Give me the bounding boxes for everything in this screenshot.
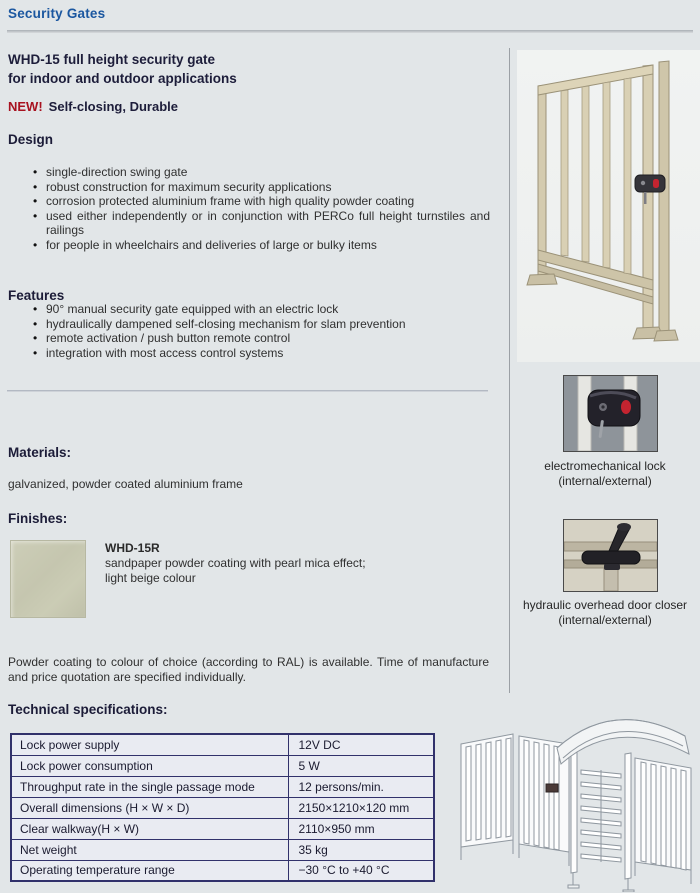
product-title-line1: WHD-15 full height security gate [8, 52, 216, 67]
spec-label: Operating temperature range [11, 860, 288, 881]
turnstile-illustration [453, 692, 700, 892]
materials-text: galvanized, powder coated aluminium frame [8, 477, 243, 491]
spec-label: Overall dimensions (H × W × D) [11, 797, 288, 818]
features-list [8, 302, 490, 360]
lock-caption-line2: (internal/external) [558, 474, 652, 488]
door-closer-caption-line2: (internal/external) [558, 613, 652, 627]
table-row [11, 818, 434, 839]
finish-description-line1: sandpaper powder coating with pearl mica effect; [105, 556, 366, 570]
section-divider [7, 390, 488, 392]
lock-caption [510, 459, 700, 489]
design-item: • for people in wheelchairs and deliveries of large or bulky items [8, 238, 490, 253]
spec-value: 12V DC [288, 734, 434, 755]
design-item: • used either independently or in conjunction with PERCo full height turnstiles and railings [8, 209, 490, 238]
product-title-line2: for indoor and outdoor applications [8, 71, 237, 86]
spec-label: Lock power consumption [11, 755, 288, 776]
door-closer-product-photo [563, 519, 658, 592]
specs-table [10, 733, 435, 882]
lock-product-photo [563, 375, 658, 452]
door-closer-photo-illustration [564, 520, 657, 591]
feature-item: • remote activation / push button remote control [8, 331, 490, 346]
spec-label: Throughput rate in the single passage mode [11, 776, 288, 797]
table-row [11, 734, 434, 755]
spec-value: 2110×950 mm [288, 818, 434, 839]
spec-value: 5 W [288, 755, 434, 776]
breadcrumb-category-title[interactable]: Security Gates [8, 6, 106, 21]
design-item: • single-direction swing gate [8, 165, 490, 180]
product-title [8, 50, 478, 88]
design-list [8, 165, 490, 252]
header-divider [7, 30, 693, 33]
door-closer-caption-line1: hydraulic overhead door closer [522, 598, 688, 612]
design-item: • robust construction for maximum security applications [8, 180, 490, 195]
finish-swatch-image [10, 540, 86, 618]
spec-value: 12 persons/min. [288, 776, 434, 797]
spec-value: −30 °C to +40 °C [288, 860, 434, 881]
finish-model-name: WHD-15R [105, 541, 160, 555]
powder-coating-note: Powder coating to colour of choice (according to RAL) is available. Time of manufacture and price quotation are specified individually. [8, 655, 489, 684]
product-subtitle [8, 99, 178, 114]
table-row [11, 839, 434, 860]
table-row [11, 797, 434, 818]
table-row [11, 776, 434, 797]
spec-value: 2150×1210×120 mm [288, 797, 434, 818]
table-row [11, 860, 434, 881]
finishes-section-heading: Finishes: [8, 511, 68, 526]
gate-product-photo [517, 50, 700, 362]
gate-photo-illustration [517, 50, 700, 362]
door-closer-caption [510, 598, 700, 628]
spec-value: 35 kg [288, 839, 434, 860]
spec-label: Clear walkway(H × W) [11, 818, 288, 839]
design-section-heading: Design [8, 132, 54, 147]
finish-description-line2: light beige colour [105, 571, 196, 585]
new-badge: NEW! [8, 99, 43, 114]
subtitle-text: Self-closing, Durable [48, 99, 178, 114]
turnstile-illustration-svg [453, 692, 700, 892]
column-divider [509, 48, 510, 693]
feature-item: • integration with most access control systems [8, 346, 490, 361]
lock-caption-line1: electromechanical lock [544, 459, 666, 473]
design-item: • corrosion protected aluminium frame with high quality powder coating [8, 194, 490, 209]
materials-section-heading: Materials: [8, 445, 72, 460]
feature-item: • 90° manual security gate equipped with an electric lock [8, 302, 490, 317]
lock-photo-illustration [564, 376, 657, 451]
finish-description [105, 541, 485, 586]
features-section-heading: Features [8, 288, 65, 303]
feature-item: • hydraulically dampened self-closing mechanism for slam prevention [8, 317, 490, 332]
table-row [11, 755, 434, 776]
specs-section-heading: Technical specifications: [8, 702, 168, 717]
spec-label: Net weight [11, 839, 288, 860]
spec-label: Lock power supply [11, 734, 288, 755]
